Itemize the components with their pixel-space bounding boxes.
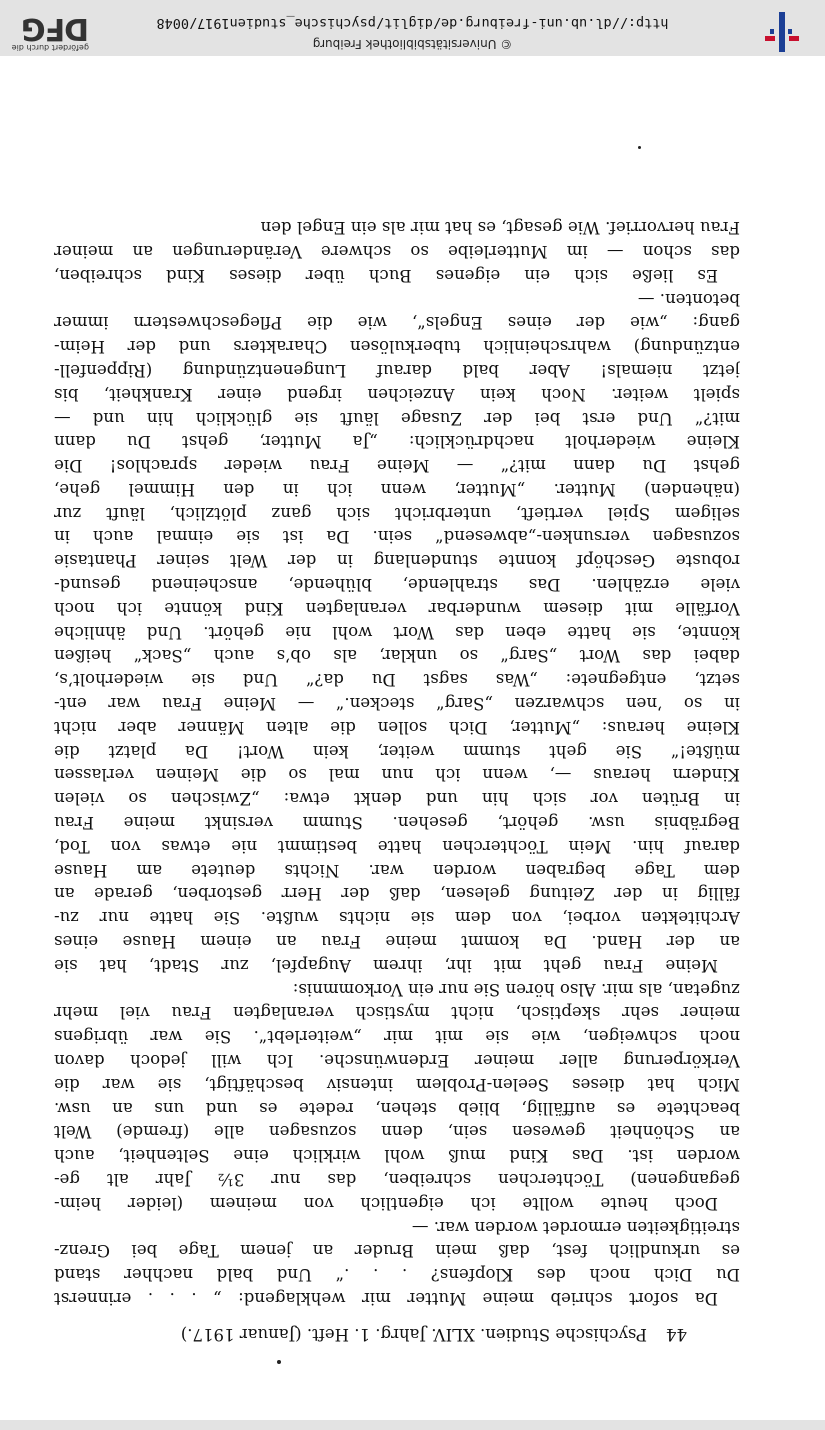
text-line: viele erzählen. Das strahlende, blühende, anscheinend gesund- xyxy=(54,575,740,595)
text-line: beachtete es auffällig, blieb stehen, redete es und uns an usw. xyxy=(54,1098,740,1118)
text-line: an der Hand. Da kommt meine Frau an einem Hause eines xyxy=(54,932,740,952)
text-line: müßte!“ Sie geht stumm weiter, kein Wort! Da platzt die xyxy=(54,741,740,761)
text-line: das schon — im Mutterleibe so schwere Veränderungen an meiner xyxy=(54,241,740,261)
text-line: könnte, sie hatte eben das Wort wohl nie gehört. Und ähnliche xyxy=(54,622,740,642)
text-line: Meine Frau geht mit ihr, ihrem Augapfel, zur Stadt, hat sie xyxy=(54,955,718,975)
text-line: worden ist. Das Kind muß wohl wirklich eine Seltenheit, auch xyxy=(54,1146,740,1166)
text-line: Verkörperung aller meiner Erdenwünsche. Ich will jedoch davon xyxy=(54,1051,740,1071)
text-line: setzt, entgegnete: „Was sagst Du da?“ Und sie wiederholt’s, xyxy=(54,670,740,690)
permalink-url[interactable]: http://dl.ub.uni-freiburg.de/diglit/psychische_studien1917/0048 xyxy=(156,15,669,31)
text-line: Mich hat dieses Seelen-Problem intensiv beschäftigt, sie war die xyxy=(54,1074,740,1094)
text-line: Vorfälle mit diesem wunderbar veranlagten Kind könnte ich noch xyxy=(54,598,740,618)
text-line: jetzt niemals! Aber bald darauf Lungenentzündung (Rippenfell- xyxy=(54,360,740,380)
body-text xyxy=(54,215,740,1310)
text-line: zugetan, als mir. Also hören Sie nur ein Vorkommnis: xyxy=(292,979,740,999)
text-line: mit?“ Und erst bei der Zusage läuft sie glücklich hin und — xyxy=(54,408,740,428)
text-line: entzündung) wahrscheinlich tuberkulösen Charakters und der Heim- xyxy=(54,337,740,357)
text-line: robuste Geschöpf konnte stundenlang in der Welt seiner Phantasie xyxy=(54,551,740,571)
dfg-logo-text: DFG xyxy=(21,11,89,46)
ink-speck xyxy=(277,1360,281,1364)
text-line: dabei das Wort „Sarg“ so unklar, als ob’s auch „Sack“ heißen xyxy=(54,646,740,666)
running-head: Psychische Studien. XLIV. Jahrg. 1. Heft. (Januar 1917.) xyxy=(180,1325,647,1344)
text-line: Du Dich noch des Klopfens? . . .“ Und bald nachher stand xyxy=(54,1265,740,1285)
text-line: darauf hin. Mein Töchterchen hatte bestimmt nie etwas von Tod, xyxy=(54,836,740,856)
dfg-caption: gefördert durch die xyxy=(11,43,89,52)
text-line: seligem Spiel vertieft, unterbricht sich ganz plötzlich, läuft zur xyxy=(54,503,740,523)
text-line: sozusagen versunken-„abwesend“ sein. Da ist sie einmal auch in xyxy=(54,527,740,547)
text-line: es urkundlich fest, daß mein Bruder an jenem Tage bei Grenz- xyxy=(54,1241,740,1261)
text-line: Kleine wiederholt nachdrücklich: „Ja Mutter, gehst Du dann xyxy=(54,432,740,452)
copyright-notice: © Universitätsbibliothek Freiburg xyxy=(312,37,513,51)
text-line: gehst Du dann mit?“ — Meine Frau wieder sprachlos! Die xyxy=(54,456,740,476)
ink-speck xyxy=(638,146,641,149)
text-line: Kindern heraus —, wenn ich nun mal so die Meinen verlassen xyxy=(54,765,740,785)
text-line: in so ’nen schwarzen „Sarg“ stecken.“ — Meine Frau war ent- xyxy=(54,694,740,714)
text-line: Kleine heraus: „Mutter, Dich sollen die alten Männer aber nicht xyxy=(54,717,740,737)
text-line: Doch heute wollte ich eigentlich von meinem (leider heim- xyxy=(54,1193,718,1213)
dfg-logo xyxy=(3,8,89,52)
text-line: Frau hervorrief. Wie gesagt, es hat mir als ein Engel den xyxy=(260,218,740,238)
text-line: fällig in der Zeitung gelesen, daß der Herr gestorben, gerade an xyxy=(54,884,740,904)
text-line: in Brüten vor sich hin und denkt etwa: „Zwischen so vielen xyxy=(54,789,740,809)
text-line: noch schweigen, wie sie mit mir „weiterlebt“. Sie war übrigens xyxy=(54,1027,740,1047)
text-line: Da sofort schrieb meine Mutter mir wehklagend: „ . . . erinnerst xyxy=(54,1289,718,1308)
page-header xyxy=(87,1325,687,1344)
text-line: (nähenden) Mutter. „Mutter, wenn ich in den Himmel gehe, xyxy=(54,479,740,499)
text-line: Begräbnis usw. gehört, gesehen. Stumm versinkt meine Frau xyxy=(54,813,740,833)
text-line: dem Tage begraben worden war. Nichts deutete am Hause xyxy=(54,860,740,880)
text-line: gang: „wie der eines Engels“, wie die Pflegeschwestern immer xyxy=(54,313,740,333)
text-line: gegangenen) Töchterchen schreiben, das nur 3½ Jahr alt ge- xyxy=(54,1170,740,1190)
text-line: Es ließe sich ein eigenes Buch über dieses Kind schreiben, xyxy=(54,265,718,285)
text-line: betonten. — xyxy=(637,289,740,309)
text-line: meiner sehr skeptisch, nicht mystisch veranlagten Frau viel mehr xyxy=(54,1003,740,1023)
text-line: spielt weiter. Noch kein Anzeichen irgend einer Krankheit, bis xyxy=(54,384,740,404)
top-edge-strip xyxy=(0,1420,825,1430)
text-line: an Schönheit gewesen sein, denn sozusagen alle (fremde) Welt xyxy=(54,1122,740,1142)
text-line: Architekten vorbei, von dem sie nichts wußte. Sie hatte nur zu- xyxy=(54,908,740,928)
text-line: streitigkeiten ermordet worden war. — xyxy=(411,1217,740,1237)
page-number: 44 xyxy=(666,1325,687,1344)
